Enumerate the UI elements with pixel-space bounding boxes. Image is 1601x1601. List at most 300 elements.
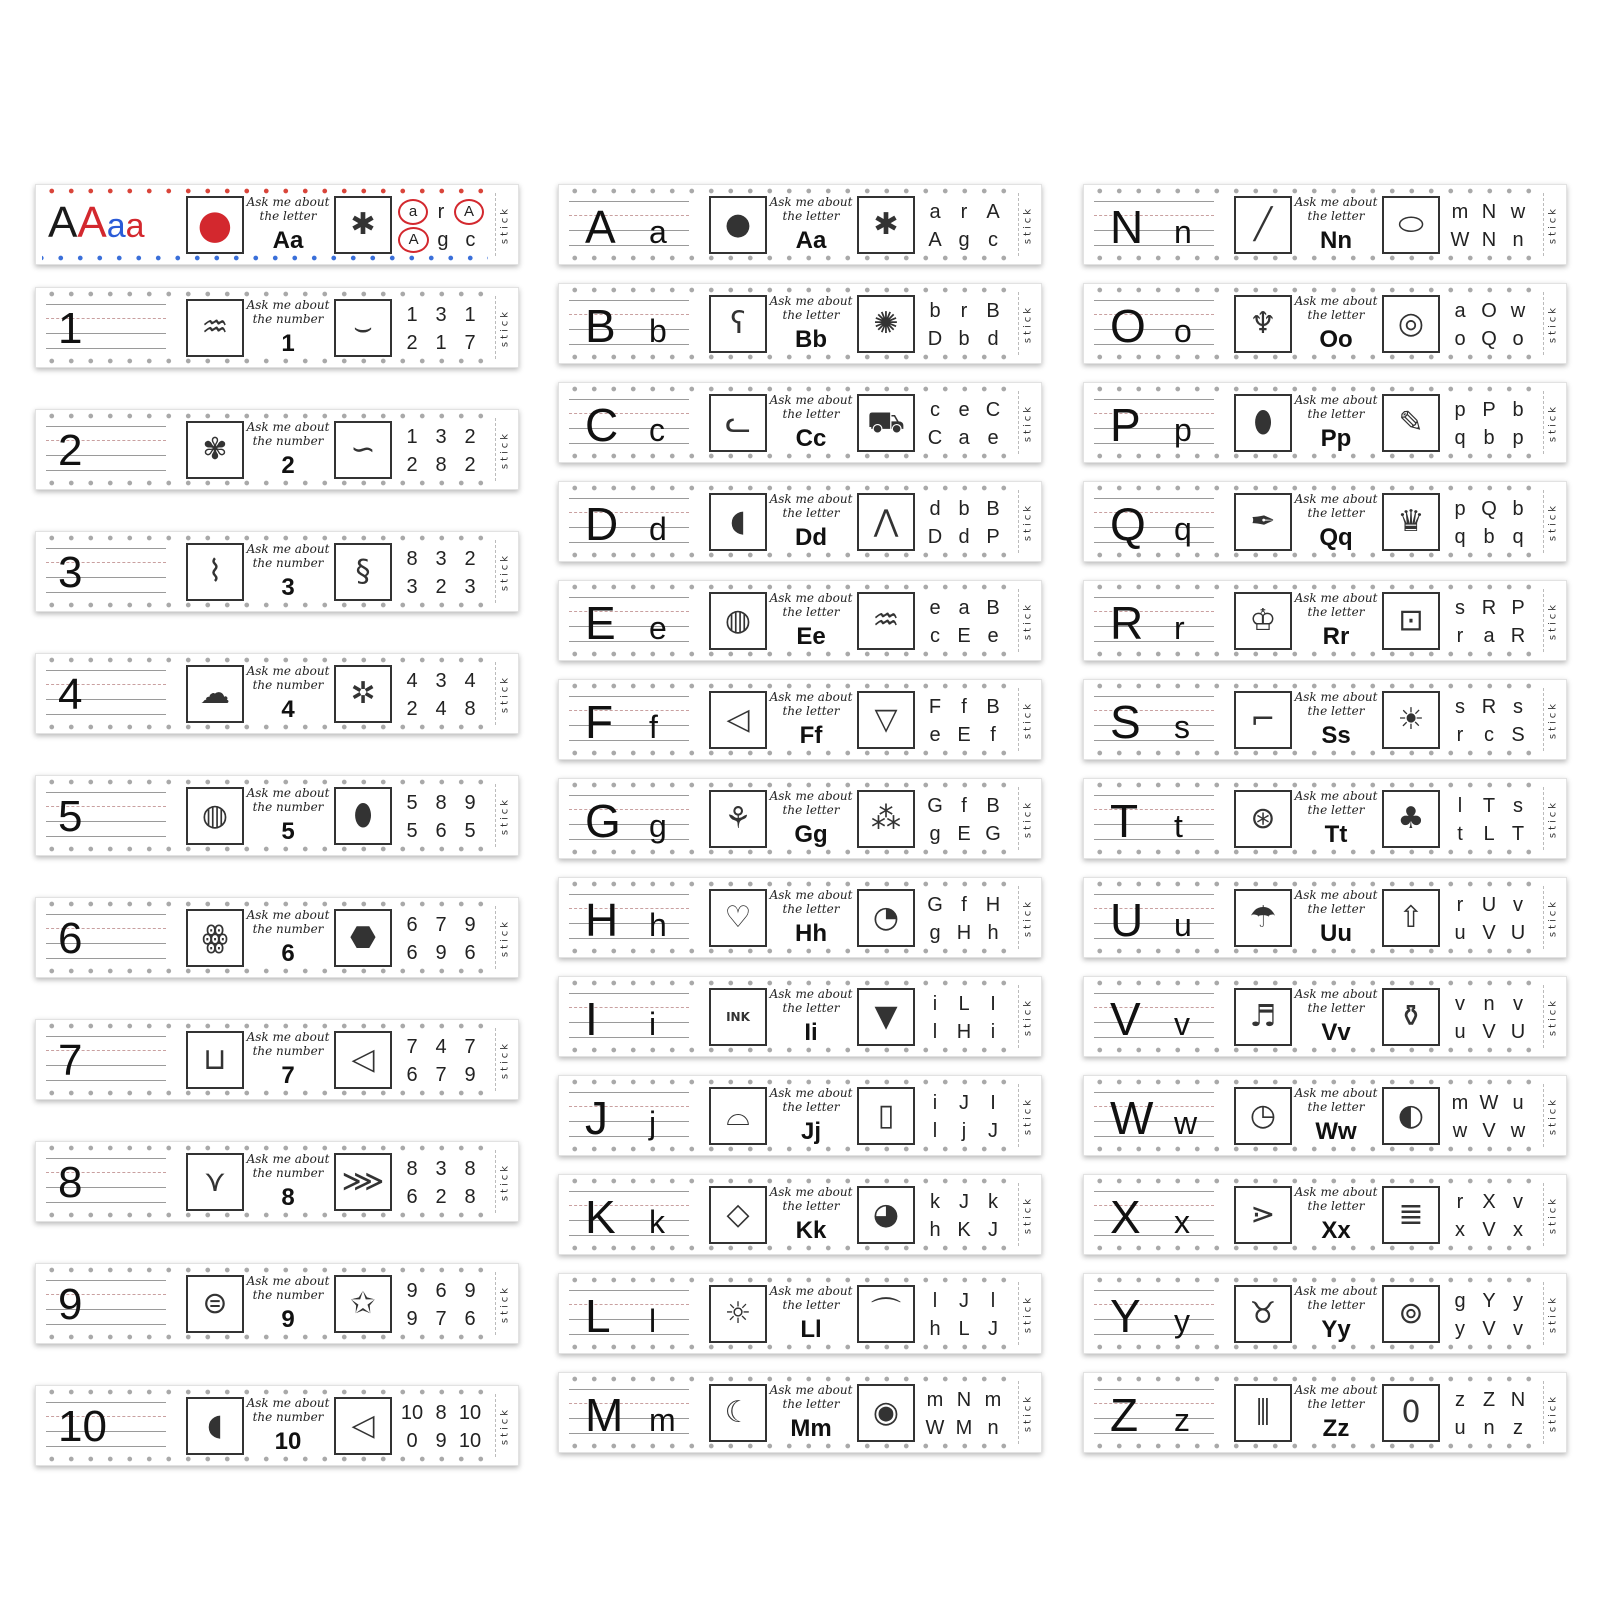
find-row bbox=[398, 1305, 484, 1333]
big-letter-pair: Ww bbox=[1315, 1118, 1357, 1145]
find-character: 8 bbox=[464, 1185, 476, 1208]
stick-label: stick bbox=[499, 1284, 511, 1323]
ask-me-text: Ask me about the letter bbox=[1294, 1086, 1378, 1114]
find-character: v bbox=[1513, 893, 1523, 916]
letter-strip bbox=[558, 976, 1042, 1057]
big-letter-pair: Kk bbox=[795, 1217, 827, 1244]
stick-tab bbox=[495, 784, 514, 847]
find-row bbox=[921, 990, 1007, 1018]
bottom-dot-row bbox=[565, 255, 1011, 261]
number-glyph: 8 bbox=[58, 1158, 83, 1207]
stick-label: stick bbox=[1547, 1195, 1559, 1234]
find-character: a bbox=[929, 200, 941, 223]
find-character: q bbox=[1454, 525, 1466, 548]
find-character: F bbox=[928, 695, 942, 718]
find-character: g bbox=[958, 228, 970, 251]
find-row bbox=[921, 424, 1007, 452]
find-character: P bbox=[1511, 596, 1525, 619]
stick-label: stick bbox=[1547, 205, 1559, 244]
find-row bbox=[398, 789, 484, 817]
lowercase-letter: j bbox=[649, 1105, 657, 1141]
top-dot-row bbox=[42, 1023, 488, 1029]
find-letter: a bbox=[398, 199, 428, 225]
find-character: g bbox=[1454, 1289, 1466, 1312]
find-character: q bbox=[1512, 525, 1524, 548]
stick-tab bbox=[1018, 1183, 1037, 1246]
find-row bbox=[921, 622, 1007, 650]
find-character: 7 bbox=[435, 1063, 447, 1086]
find-character: d bbox=[987, 327, 999, 350]
zero-icon: 0 bbox=[1382, 1384, 1440, 1442]
sheep-icon: ☁ bbox=[186, 665, 244, 723]
find-row bbox=[1446, 693, 1532, 721]
stars-icon: ✩ bbox=[334, 1275, 392, 1333]
find-character: W bbox=[1450, 228, 1470, 251]
stick-tab bbox=[1018, 886, 1037, 949]
find-character: 9 bbox=[464, 791, 476, 814]
top-dot-row bbox=[42, 1145, 488, 1151]
find-character: p bbox=[1512, 426, 1524, 449]
lowercase-letter: b bbox=[649, 313, 667, 349]
stick-label: stick bbox=[499, 552, 511, 591]
find-character: 1 bbox=[406, 303, 418, 326]
big-letter-pair: Hh bbox=[795, 920, 827, 947]
find-character: 3 bbox=[435, 425, 447, 448]
find-character: B bbox=[986, 695, 1000, 718]
find-character: e bbox=[987, 624, 999, 647]
bottom-dot-row bbox=[1090, 1146, 1536, 1152]
find-character: 4 bbox=[464, 669, 476, 692]
find-character: 5 bbox=[406, 791, 418, 814]
find-letters-grid bbox=[1446, 1287, 1532, 1343]
stick-tab bbox=[1018, 985, 1037, 1048]
lowercase-letter: u bbox=[1174, 907, 1192, 943]
find-row bbox=[921, 1315, 1007, 1343]
robot-icon: ⊡ bbox=[1382, 592, 1440, 650]
stick-tab bbox=[1543, 391, 1562, 454]
uppercase-letter: Q bbox=[1110, 498, 1146, 550]
find-character: m bbox=[1451, 1091, 1469, 1114]
hen-icon: ◔ bbox=[857, 889, 915, 947]
fish-school-icon: ⋙ bbox=[334, 1153, 392, 1211]
stick-tab bbox=[1543, 688, 1562, 751]
find-row bbox=[1446, 297, 1532, 325]
find-character: P bbox=[1482, 398, 1496, 421]
lowercase-letter: i bbox=[649, 1006, 657, 1042]
find-letters-grid bbox=[1446, 693, 1532, 749]
header-letter-1: A bbox=[48, 198, 78, 247]
lowercase-letter: a bbox=[649, 214, 667, 250]
top-dot-row bbox=[565, 386, 1011, 392]
find-letters-grid bbox=[921, 594, 1007, 650]
find-row bbox=[1446, 919, 1532, 947]
stick-tab bbox=[495, 296, 514, 359]
lowercase-letter: d bbox=[649, 511, 667, 547]
find-character: l bbox=[932, 1289, 938, 1312]
find-letters-grid bbox=[921, 297, 1007, 353]
find-character: 9 bbox=[464, 913, 476, 936]
number-glyph: 10 bbox=[58, 1402, 107, 1451]
top-dot-row bbox=[1090, 584, 1536, 590]
x-ray-fish-icon: ⋗ bbox=[1234, 1186, 1292, 1244]
find-row bbox=[1446, 622, 1532, 650]
find-letters-grid bbox=[921, 1386, 1007, 1442]
header-letter-4: a bbox=[125, 207, 145, 245]
stick-label: stick bbox=[499, 1406, 511, 1445]
peacock-icon: ✾ bbox=[186, 421, 244, 479]
letter-strip bbox=[1083, 481, 1567, 562]
find-row bbox=[398, 1427, 484, 1455]
ask-me-text: Ask me about the number bbox=[246, 1152, 330, 1180]
find-character: H bbox=[956, 921, 972, 944]
bottom-dot-row bbox=[565, 552, 1011, 558]
find-character: b bbox=[1483, 525, 1495, 548]
big-number: 6 bbox=[281, 940, 295, 967]
find-character: J bbox=[988, 1317, 998, 1340]
find-character: k bbox=[988, 1190, 998, 1213]
find-character: m bbox=[926, 1388, 944, 1411]
nail-icon: ╱ bbox=[1234, 196, 1292, 254]
bottom-dot-row bbox=[42, 846, 488, 852]
lowercase-letter: q bbox=[1174, 511, 1192, 547]
lowercase-letter: n bbox=[1174, 214, 1192, 250]
find-character: 3 bbox=[464, 575, 476, 598]
big-letter-pair: Nn bbox=[1320, 227, 1352, 254]
find-character: 8 bbox=[406, 547, 418, 570]
big-letter-pair: Tt bbox=[1324, 821, 1348, 848]
watch-icon: ◷ bbox=[1234, 1087, 1292, 1145]
bottom-dot-row bbox=[565, 354, 1011, 360]
find-letters-grid bbox=[1446, 396, 1532, 452]
find-character: 8 bbox=[435, 791, 447, 814]
penguins-icon: ⬮ bbox=[334, 787, 392, 845]
bottom-dot-row bbox=[42, 968, 488, 974]
ask-me-text: Ask me about the letter bbox=[769, 987, 853, 1015]
camels-icon: ⌇ bbox=[186, 543, 244, 601]
stick-label: stick bbox=[1547, 601, 1559, 640]
stick-tab bbox=[1018, 193, 1037, 256]
yak-icon: ♉ bbox=[1234, 1285, 1292, 1343]
number-strip bbox=[35, 531, 519, 612]
find-character: 10 bbox=[458, 1401, 482, 1424]
lowercase-letter: o bbox=[1174, 313, 1192, 349]
bottom-dot-row bbox=[1090, 1443, 1536, 1449]
stick-tab bbox=[495, 540, 514, 603]
ask-me-text: Ask me about the letter bbox=[1294, 789, 1378, 817]
big-letter-pair: Ii bbox=[804, 1019, 818, 1046]
find-row bbox=[1446, 424, 1532, 452]
bottom-dot-row bbox=[565, 1443, 1011, 1449]
top-dot-row bbox=[565, 485, 1011, 491]
uppercase-letter: D bbox=[585, 498, 619, 550]
stick-tab bbox=[495, 1272, 514, 1335]
big-letter-pair: Xx bbox=[1321, 1217, 1351, 1244]
bottom-dot-row bbox=[42, 255, 488, 261]
find-row bbox=[921, 891, 1007, 919]
number-strip bbox=[35, 897, 519, 978]
find-row bbox=[398, 573, 484, 601]
stick-tab bbox=[1543, 490, 1562, 553]
find-character: 6 bbox=[406, 1063, 418, 1086]
find-row bbox=[921, 297, 1007, 325]
lowercase-letter: t bbox=[1174, 808, 1183, 844]
letter-strip bbox=[1083, 1174, 1567, 1255]
find-character: s bbox=[1455, 695, 1465, 718]
find-character: K bbox=[957, 1218, 971, 1241]
stick-label: stick bbox=[499, 205, 511, 244]
find-character: 5 bbox=[406, 819, 418, 842]
stick-label: stick bbox=[1547, 700, 1559, 739]
find-row bbox=[921, 1414, 1007, 1442]
find-row bbox=[398, 329, 484, 357]
find-row bbox=[1446, 1089, 1532, 1117]
find-numbers-grid bbox=[398, 1277, 484, 1333]
nut-icon: ⬭ bbox=[1382, 196, 1440, 254]
top-dot-row bbox=[1090, 1277, 1536, 1283]
letter-strip bbox=[1083, 877, 1567, 958]
uppercase-letter: Y bbox=[1110, 1290, 1141, 1342]
find-numbers-grid bbox=[398, 667, 484, 723]
find-character: b bbox=[1512, 497, 1524, 520]
find-letters-grid bbox=[1446, 1386, 1532, 1442]
find-character: 2 bbox=[464, 425, 476, 448]
lowercase-letter: y bbox=[1174, 1303, 1190, 1339]
find-character: G bbox=[927, 893, 943, 916]
find-character: y bbox=[1513, 1289, 1523, 1312]
top-dot-row bbox=[42, 779, 488, 785]
find-row bbox=[398, 911, 484, 939]
ask-me-text: Ask me about the letter bbox=[1294, 591, 1378, 619]
find-character: n bbox=[1483, 992, 1495, 1015]
find-character: 0 bbox=[406, 1429, 418, 1452]
find-letters-grid bbox=[921, 1188, 1007, 1244]
find-character: 2 bbox=[464, 453, 476, 476]
yarn-icon: ⊚ bbox=[1382, 1285, 1440, 1343]
bottom-dot-row bbox=[565, 651, 1011, 657]
find-character: I bbox=[990, 992, 996, 1015]
letter-strip bbox=[1083, 283, 1567, 364]
stick-label: stick bbox=[499, 796, 511, 835]
stick-tab bbox=[1543, 1183, 1562, 1246]
uppercase-letter: H bbox=[585, 894, 619, 946]
find-character: 8 bbox=[435, 1401, 447, 1424]
ask-me-text: Ask me about the number bbox=[246, 1030, 330, 1058]
stick-label: stick bbox=[499, 1162, 511, 1201]
find-character: V bbox=[1482, 1119, 1496, 1142]
find-character: q bbox=[1454, 426, 1466, 449]
letter-strip bbox=[1083, 679, 1567, 760]
ask-me-text: Ask me about the letter bbox=[1294, 888, 1378, 916]
find-character: i bbox=[932, 992, 938, 1015]
find-character: h bbox=[987, 921, 999, 944]
stick-tab bbox=[1018, 1282, 1037, 1345]
violin-icon: ♬ bbox=[1234, 988, 1292, 1046]
stick-tab bbox=[495, 906, 514, 969]
find-row bbox=[1446, 820, 1532, 848]
find-row bbox=[921, 1287, 1007, 1315]
find-letters-grid bbox=[921, 1287, 1007, 1343]
ask-me-text: Ask me about the number bbox=[246, 786, 330, 814]
crabs-icon: ✲ bbox=[334, 665, 392, 723]
find-character: Q bbox=[1481, 327, 1497, 350]
bottom-dot-row bbox=[565, 849, 1011, 855]
top-dot-row bbox=[42, 535, 488, 541]
stick-tab bbox=[1543, 886, 1562, 949]
bottom-dot-row bbox=[1090, 750, 1536, 756]
find-letters-grid bbox=[921, 693, 1007, 749]
stick-label: stick bbox=[1022, 205, 1034, 244]
stick-tab bbox=[1018, 688, 1037, 751]
ask-me-text: Ask me about the letter bbox=[246, 195, 330, 223]
uppercase-letter: B bbox=[585, 300, 616, 352]
top-dot-row bbox=[42, 413, 488, 419]
find-character: L bbox=[958, 1317, 970, 1340]
watermelon-icon: ◐ bbox=[1382, 1087, 1440, 1145]
top-dot-row bbox=[1090, 881, 1536, 887]
stick-label: stick bbox=[1022, 601, 1034, 640]
find-character: E bbox=[957, 723, 971, 746]
find-character: A bbox=[986, 200, 1000, 223]
find-character: 6 bbox=[464, 941, 476, 964]
tiger-icon: ⊛ bbox=[1234, 790, 1292, 848]
elephant-icon: ♒ bbox=[857, 592, 915, 650]
find-row bbox=[398, 1033, 484, 1061]
stick-tab bbox=[1543, 1381, 1562, 1444]
find-letters-grid bbox=[1446, 1089, 1532, 1145]
top-dot-row bbox=[565, 1277, 1011, 1283]
whale-icon: ⌣ bbox=[334, 299, 392, 357]
heart-icon: ♡ bbox=[709, 889, 767, 947]
find-letters-grid bbox=[1446, 990, 1532, 1046]
find-row bbox=[1446, 325, 1532, 353]
big-letter-pair: Pp bbox=[1320, 425, 1352, 452]
letter-strip bbox=[558, 778, 1042, 859]
find-numbers-grid bbox=[398, 1155, 484, 1211]
find-character: e bbox=[929, 723, 941, 746]
find-row bbox=[398, 545, 484, 573]
find-row bbox=[398, 1155, 484, 1183]
find-character: O bbox=[1481, 299, 1497, 322]
big-number: 9 bbox=[281, 1306, 295, 1333]
number-strip bbox=[35, 287, 519, 368]
find-character: 2 bbox=[435, 575, 447, 598]
find-letter: r bbox=[437, 200, 445, 223]
ask-me-text: Ask me about the number bbox=[246, 298, 330, 326]
find-character: R bbox=[1481, 695, 1497, 718]
find-row bbox=[1446, 1414, 1532, 1442]
up-arrow-icon: ⇧ bbox=[1382, 889, 1440, 947]
lowercase-letter: h bbox=[649, 907, 667, 943]
top-dot-row bbox=[42, 657, 488, 663]
bottom-dot-row bbox=[1090, 1047, 1536, 1053]
big-letter-pair: Cc bbox=[795, 425, 827, 452]
find-numbers-grid bbox=[398, 301, 484, 357]
find-character: 8 bbox=[464, 697, 476, 720]
find-character: J bbox=[959, 1091, 969, 1114]
bottom-dot-row bbox=[565, 1047, 1011, 1053]
find-character: b bbox=[929, 299, 941, 322]
find-row bbox=[1446, 1386, 1532, 1414]
uppercase-letter: M bbox=[585, 1389, 624, 1441]
find-row bbox=[1446, 1117, 1532, 1145]
find-character: v bbox=[1513, 1190, 1523, 1213]
big-number: 4 bbox=[281, 696, 295, 723]
big-letter-pair: Zz bbox=[1322, 1415, 1350, 1442]
lowercase-letter: g bbox=[649, 808, 667, 844]
find-character: 2 bbox=[406, 697, 418, 720]
fish-icon: ◁ bbox=[334, 1397, 392, 1455]
ask-me-text: Ask me about the number bbox=[246, 1274, 330, 1302]
ask-me-text: Ask me about the letter bbox=[1294, 492, 1378, 520]
find-character: f bbox=[961, 893, 967, 916]
big-letter-pair: Aa bbox=[795, 227, 827, 254]
top-dot-row bbox=[42, 1389, 488, 1395]
numbers-column bbox=[35, 184, 517, 1507]
uppercase-letter: L bbox=[585, 1290, 611, 1342]
top-dot-row bbox=[565, 287, 1011, 293]
find-character: b bbox=[958, 497, 970, 520]
bottom-dot-row bbox=[1090, 1344, 1536, 1350]
big-letter-pair: Ss bbox=[1321, 722, 1351, 749]
stick-label: stick bbox=[1022, 502, 1034, 541]
find-letter: c bbox=[465, 228, 476, 251]
stick-label: stick bbox=[1547, 898, 1559, 937]
find-character: V bbox=[1482, 921, 1496, 944]
find-character: B bbox=[986, 497, 1000, 520]
top-dot-row bbox=[565, 188, 1011, 194]
ask-me-text: Ask me about the letter bbox=[769, 1086, 853, 1114]
monkey-icon: ◉ bbox=[857, 1384, 915, 1442]
stick-label: stick bbox=[499, 430, 511, 469]
find-character: a bbox=[1454, 299, 1466, 322]
find-character: w bbox=[1510, 200, 1526, 223]
birds-icon: ⋎ bbox=[186, 1153, 244, 1211]
letter-strip bbox=[558, 1273, 1042, 1354]
letter-strip bbox=[1083, 184, 1567, 265]
find-character: 2 bbox=[435, 1185, 447, 1208]
stick-tab bbox=[1543, 193, 1562, 256]
find-character: w bbox=[1510, 299, 1526, 322]
find-character: G bbox=[927, 794, 943, 817]
bottom-dot-row bbox=[42, 724, 488, 730]
big-number: 3 bbox=[281, 574, 295, 601]
seahorses-icon: § bbox=[334, 543, 392, 601]
ask-me-text: Ask me about the letter bbox=[769, 789, 853, 817]
ask-me-text: Ask me about the letter bbox=[769, 1185, 853, 1213]
find-letters-grid bbox=[921, 198, 1007, 254]
find-letters-grid bbox=[1446, 297, 1532, 353]
uppercase-letter: K bbox=[585, 1191, 616, 1243]
top-dot-row bbox=[565, 980, 1011, 986]
find-row bbox=[1446, 1315, 1532, 1343]
number-glyph: 2 bbox=[58, 426, 83, 475]
find-character: 6 bbox=[435, 1279, 447, 1302]
lowercase-letter: f bbox=[649, 709, 658, 745]
uppercase-letter: T bbox=[1110, 795, 1139, 847]
find-letters-grid bbox=[921, 396, 1007, 452]
apple-icon: ● bbox=[709, 196, 767, 254]
find-character: g bbox=[929, 822, 941, 845]
lowercase-letter: m bbox=[649, 1402, 676, 1438]
find-character: z bbox=[1455, 1388, 1465, 1411]
stick-tab bbox=[495, 418, 514, 481]
ice-cream-icon: ▼ bbox=[857, 988, 915, 1046]
lion-icon: ☼ bbox=[709, 1285, 767, 1343]
find-character: n bbox=[1483, 1416, 1495, 1439]
queen-icon: ♛ bbox=[1382, 493, 1440, 551]
find-row bbox=[1446, 990, 1532, 1018]
find-character: L bbox=[958, 992, 970, 1015]
